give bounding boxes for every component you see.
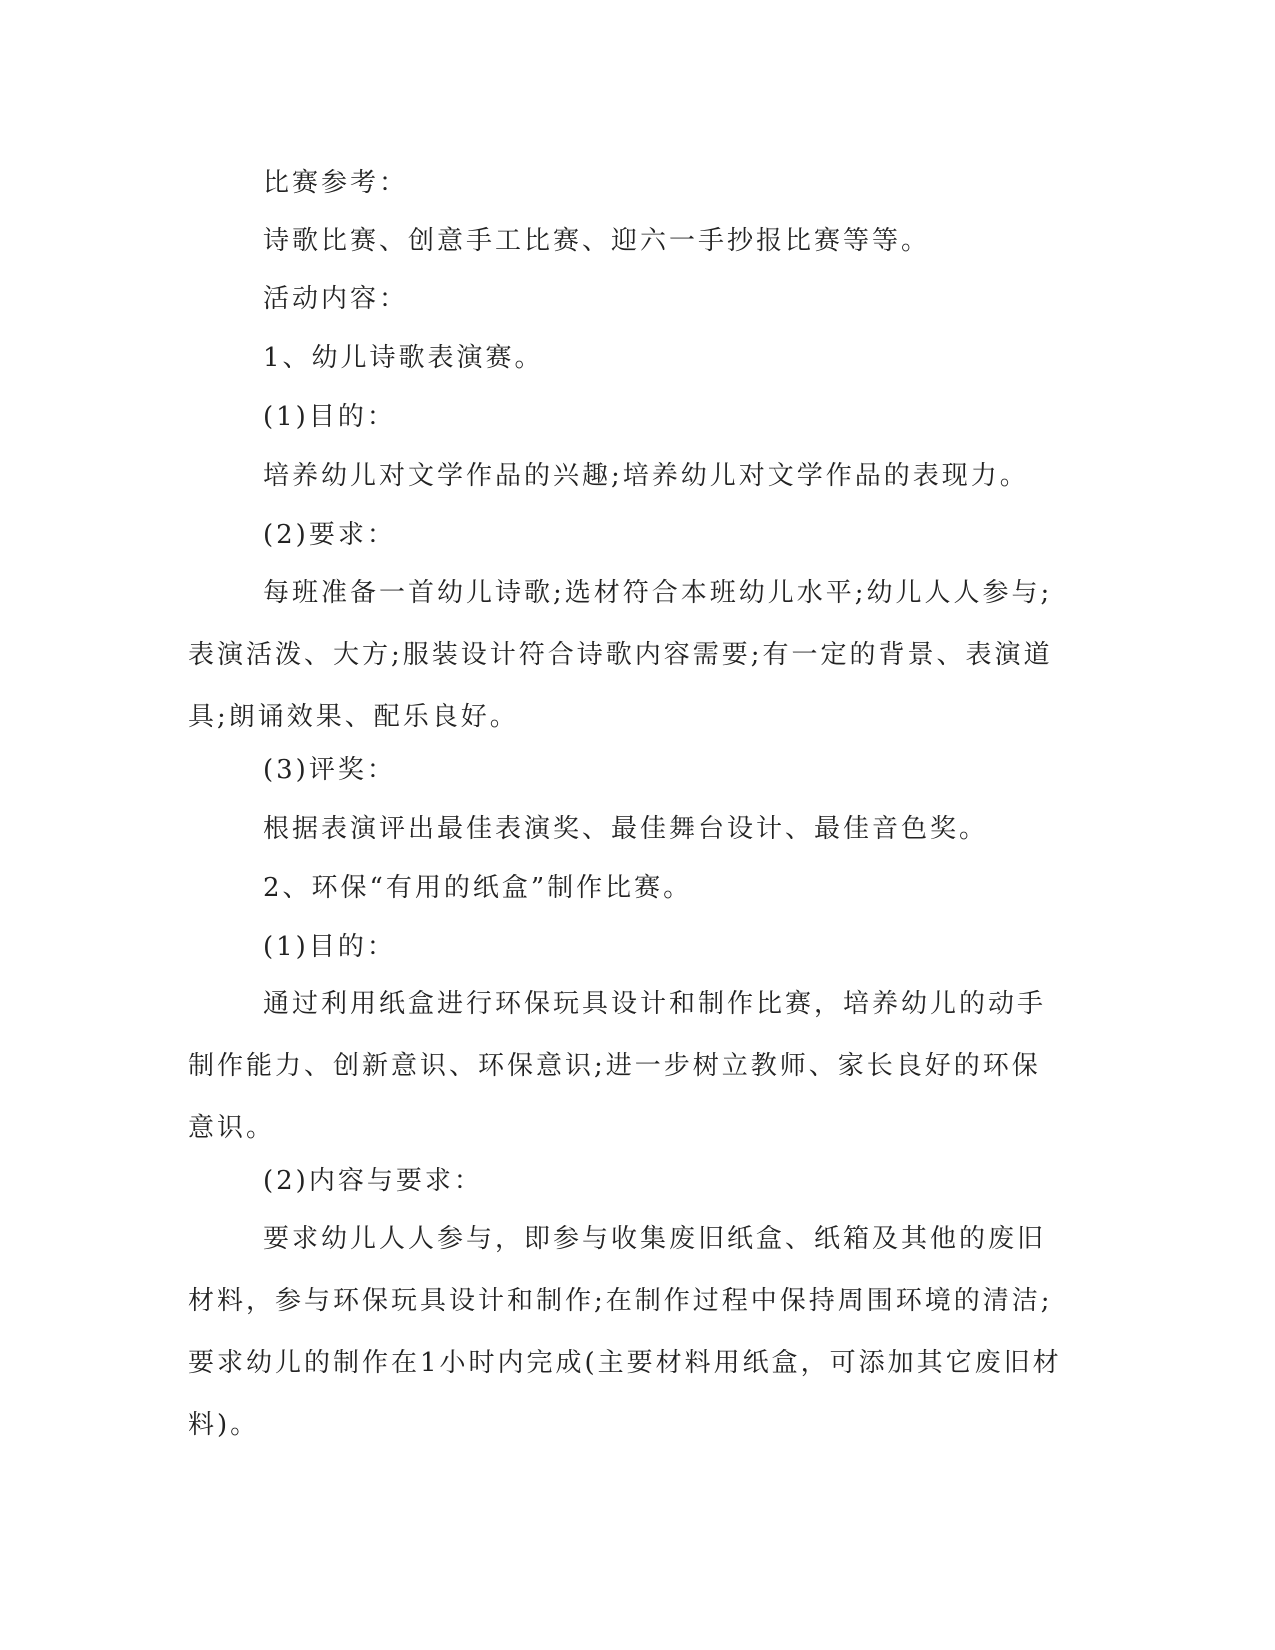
paragraph-item-1-requirements-heading: (2)要求：: [263, 520, 396, 550]
paragraph-competition-reference-heading: 比赛参考：: [263, 168, 409, 198]
paragraph-item-2-purpose: 通过利用纸盒进行环保玩具设计和制作比赛，培养幼儿的动手制作能力、创新意识、环保意识;进一步树立教师、家长良好的环保意识。: [188, 989, 1047, 1143]
paragraph-item-2-content-heading: (2)内容与要求：: [263, 1166, 483, 1196]
paragraph-item-1-purpose: 培养幼儿对文学作品的兴趣;培养幼儿对文学作品的表现力。: [263, 461, 1029, 491]
paragraph-item-1-awards-heading: (3)评奖：: [263, 755, 396, 785]
paragraph-item-1-title: 1、幼儿诗歌表演赛。: [263, 343, 544, 373]
paragraph-item-1-requirements: 每班准备一首幼儿诗歌;选材符合本班幼儿水平;幼儿人人参与;表演活泼、大方;服装设计符合诗歌内容需要;有一定的背景、表演道具;朗诵效果、配乐良好。: [188, 578, 1053, 732]
paragraph-item-2-content: 要求幼儿人人参与，即参与收集废旧纸盒、纸箱及其他的废旧材料，参与环保玩具设计和制作;在制作过程中保持周围环境的清洁;要求幼儿的制作在1小时内完成(主要材料用纸盒，可添加其它废旧材料)。: [188, 1224, 1062, 1440]
paragraph-activity-content-heading: 活动内容：: [263, 284, 409, 314]
paragraph-item-2-title: 2、环保“有用的纸盒”制作比赛。: [263, 873, 693, 903]
paragraph-item-1-purpose-heading: (1)目的：: [263, 402, 396, 432]
paragraph-item-2-purpose-heading: (1)目的：: [263, 932, 396, 962]
paragraph-competition-list: 诗歌比赛、创意手工比赛、迎六一手抄报比赛等等。: [263, 226, 931, 256]
paragraph-item-1-awards: 根据表演评出最佳表演奖、最佳舞台设计、最佳音色奖。: [263, 814, 989, 844]
